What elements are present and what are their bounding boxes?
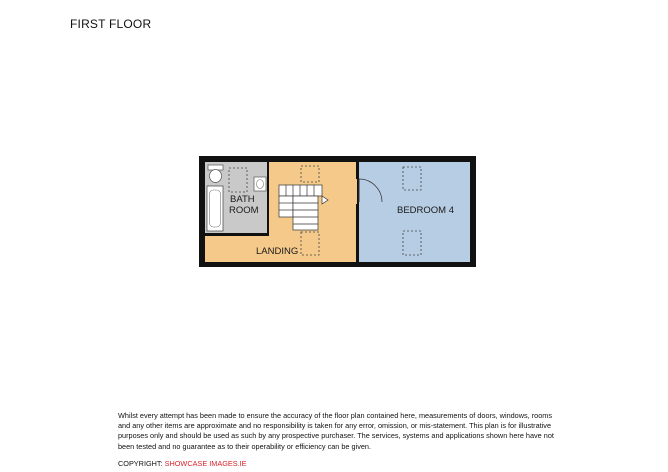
copyright-brand: SHOWCASE IMAGES.IE: [164, 459, 247, 468]
bedroom-partition-lower: [356, 204, 359, 262]
copyright-label: COPYRIGHT:: [118, 459, 165, 468]
bathroom-label-line2: ROOM: [229, 205, 259, 216]
landing-label: LANDING: [256, 246, 299, 257]
bathroom-label-line1: BATH: [230, 194, 255, 205]
bathroom-partition: [267, 162, 269, 214]
toilet-bowl: [210, 170, 222, 183]
bathroom-lower-wall: [205, 233, 269, 236]
floor-title: FIRST FLOOR: [70, 17, 152, 31]
copyright-line: [118, 459, 247, 469]
basin: [254, 177, 266, 191]
disclaimer-text: Whilst every attempt has been made to ensure the accuracy of the floor plan contained here, measurements of doors, windows, rooms and any other items are approximate and no responsibility is taken for any error, omission, or mis-statement. This plan is for illustrative purposes only and should be used as such by any prospective purchaser. The services, systems and applications shown here have not been tested and no guarantee as to their operability or efficiency can be given.: [118, 411, 554, 451]
bedroom-label: BEDROOM 4: [397, 205, 455, 216]
bedroom-partition: [356, 162, 359, 179]
